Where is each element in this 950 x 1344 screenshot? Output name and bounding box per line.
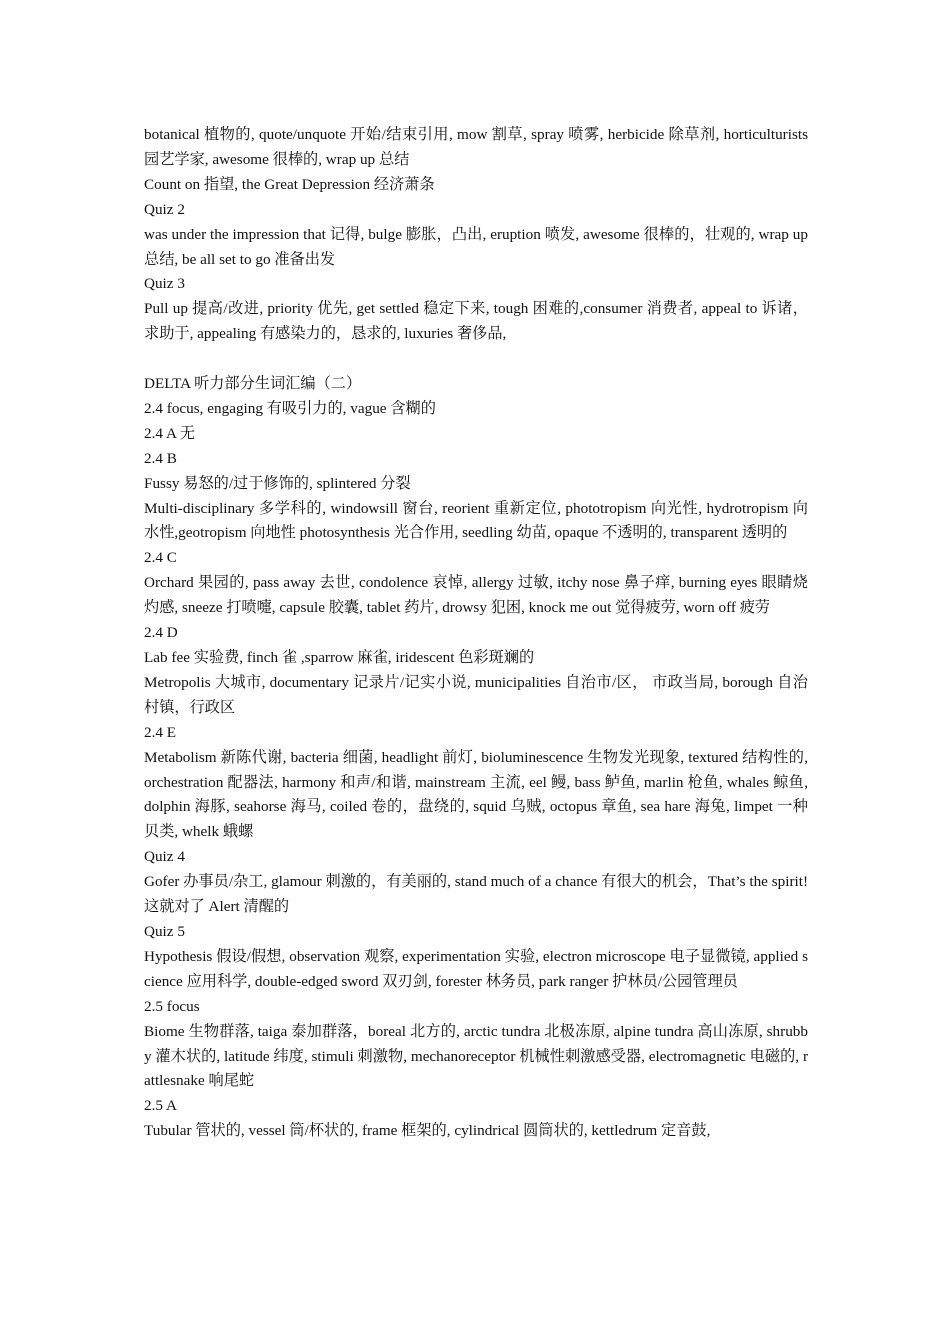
vocab-line: 2.4 focus, engaging 有吸引力的, vague 含糊的 [144, 399, 436, 417]
vocab-line: Count on 指望, the Great Depression 经济萧条 [144, 175, 435, 193]
vocab-line: Biome 生物群落, taiga 泰加群落，boreal 北方的, arctic tundra 北极冻原, alpine tundra 高山冻原, shrubby 灌木状的, latitude 纬度, stimuli 刺激物, mechanoreceptor 机械性刺激感受器, electromagnetic 电磁的, rattlesnake 响尾蛇 [144, 1022, 808, 1090]
section-heading: 2.4 D [144, 624, 178, 642]
section-heading: 2.4 C [144, 549, 177, 567]
vocab-line: Metropolis 大城市, documentary 记录片/记实小说, municipalities 自治市/区， 市政当局, borough 自治村镇，行政区 [144, 673, 808, 716]
section-heading: 2.4 E [144, 723, 177, 741]
vocab-line: Tubular 管状的, vessel 筒/杯状的, frame 框架的, cylindrical 圆筒状的, kettledrum 定音鼓, [144, 1122, 711, 1140]
section-heading: 2.4 B [144, 449, 177, 467]
section-heading: Quiz 2 [144, 200, 185, 218]
vocab-line: was under the impression that 记得, bulge 膨胀，凸出, eruption 喷发, awesome 很棒的，壮观的, wrap up 总结, be all set to go 准备出发 [144, 225, 808, 268]
document-title: DELTA 听力部分生词汇编（二） [144, 375, 362, 393]
vocab-line: Orchard 果园的, pass away 去世, condolence 哀悼, allergy 过敏, itchy nose 鼻子痒, burning eyes 眼睛烧灼感, sneeze 打喷嚏, capsule 胶囊, tablet 药片, drowsy 犯困, knock me out 觉得疲劳, worn off 疲劳 [144, 574, 808, 617]
blank-line [144, 347, 808, 372]
vocab-line: Metabolism 新陈代谢, bacteria 细菌, headlight 前灯, bioluminescence 生物发光现象, textured 结构性的, orchestration 配器法, harmony 和声/和谐, mainstream 主流, eel 鳗, bass 鲈鱼, marlin 枪鱼, whales 鲸鱼, dolphin 海豚, seahorse 海马, coiled 卷的，盘绕的, squid 乌贼, octopus 章鱼, sea hare 海兔, limpet 一种贝类, whelk 蛾螺 [144, 748, 808, 841]
document-page [144, 123, 808, 1144]
section-heading: 2.4 A 无 [144, 424, 196, 442]
vocab-line: Hypothesis 假设/假想, observation 观察, experimentation 实验, electron microscope 电子显微镜, applied science 应用科学, double-edged sword 双刃剑, forester 林务员, park ranger 护林员/公园管理员 [144, 947, 808, 990]
section-heading: Quiz 4 [144, 848, 185, 866]
vocab-line: Multi-disciplinary 多学科的, windowsill 窗台, reorient 重新定位, phototropism 向光性, hydrotropism 向水性,geotropism 向地性 photosynthesis 光合作用, seedling 幼苗, opaque 不透明的, transparent 透明的 [144, 499, 808, 542]
vocab-line: Lab fee 实验费, finch 雀 ,sparrow 麻雀, iridescent 色彩斑斓的 [144, 649, 535, 667]
vocab-line: Gofer 办事员/杂工, glamour 刺激的，有美丽的, stand much of a chance 有很大的机会，That’s the spirit! 这就对了 Alert 清醒的 [144, 873, 808, 916]
vocab-line: Fussy 易怒的/过于修饰的, splintered 分裂 [144, 474, 411, 492]
vocab-line: botanical 植物的, quote/unquote 开始/结束引用, mow 割草, spray 喷雾, herbicide 除草剂, horticulturists 园艺学家, awesome 很棒的, wrap up 总结 [144, 126, 808, 168]
section-heading: 2.5 focus [144, 997, 200, 1015]
section-heading: Quiz 3 [144, 275, 185, 293]
vocab-line: Pull up 提高/改进, priority 优先, get settled 稳定下来, tough 困难的,consumer 消费者, appeal to 诉诸，求助于, appealing 有感染力的，恳求的, luxuries 奢侈品, [144, 300, 808, 343]
section-heading: 2.5 A [144, 1097, 177, 1115]
section-heading: Quiz 5 [144, 922, 185, 940]
